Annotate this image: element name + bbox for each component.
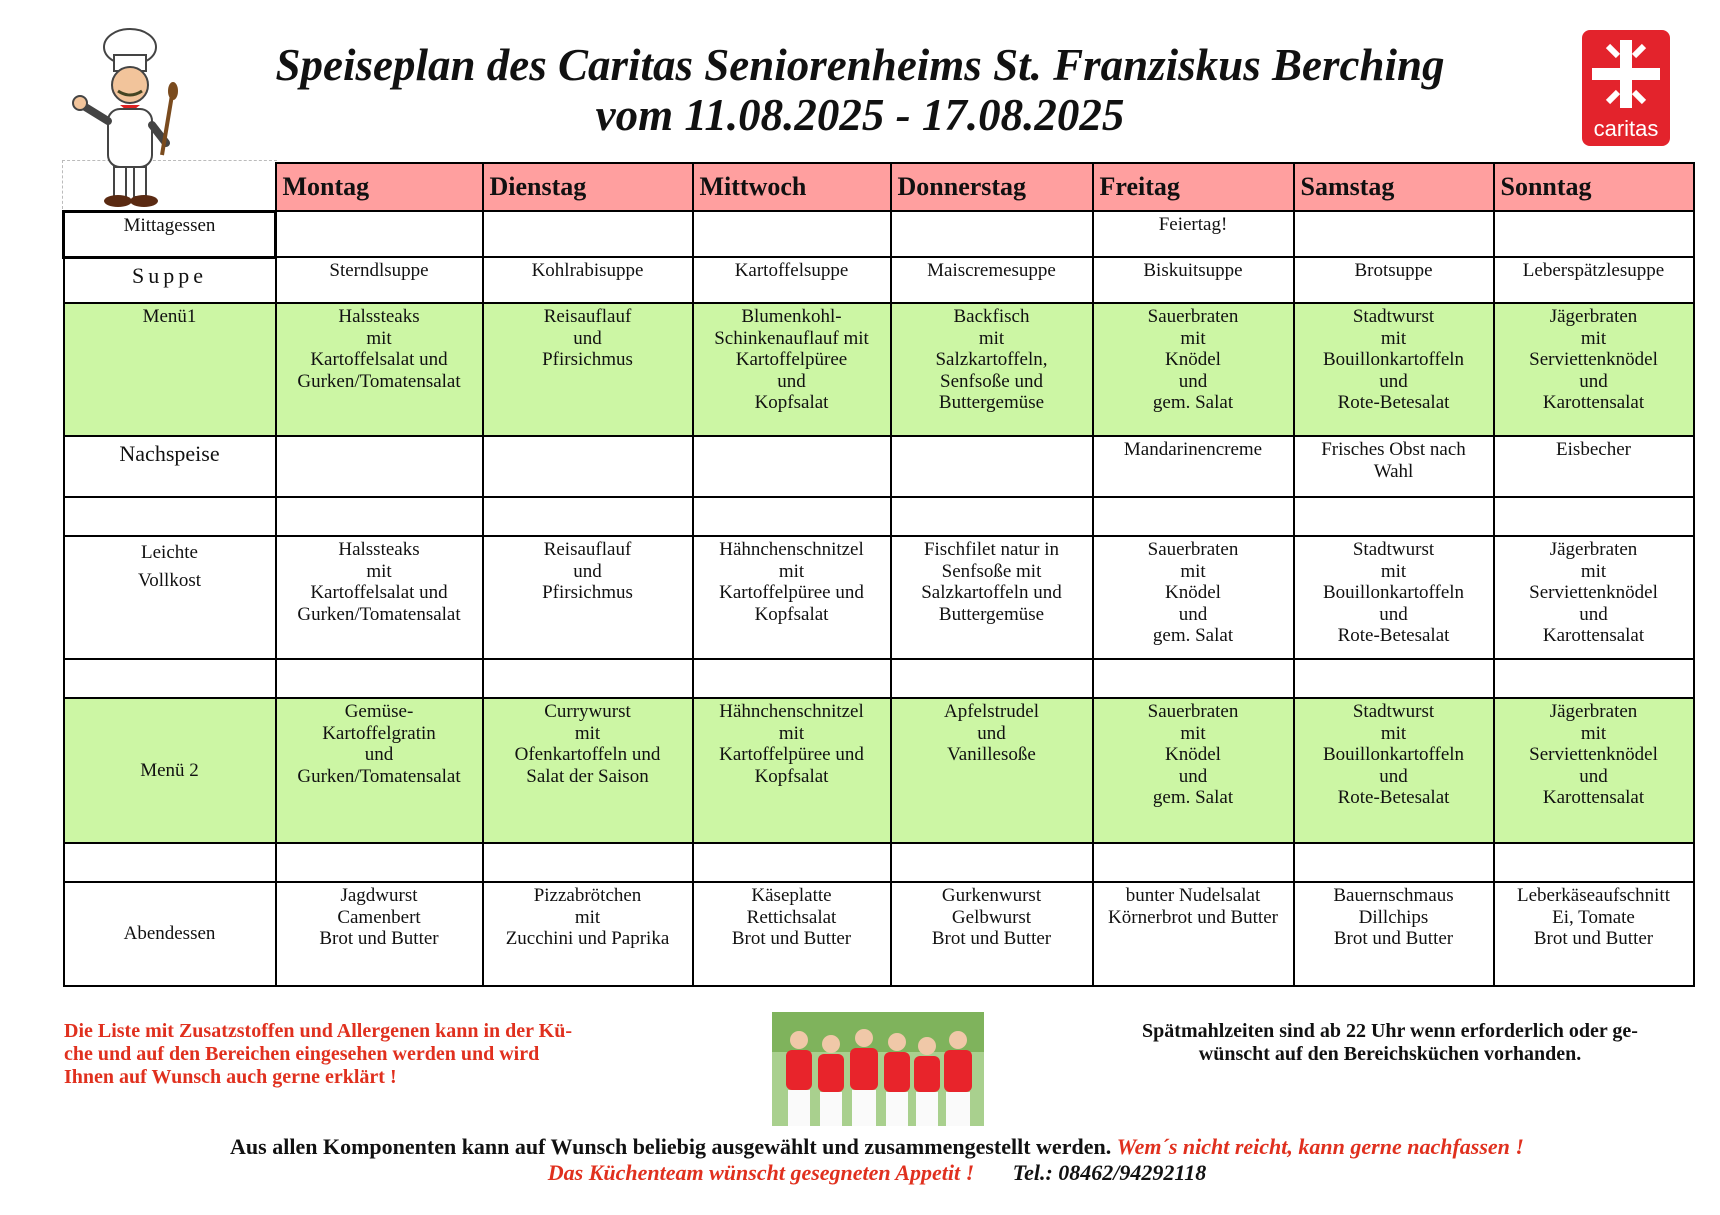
table-cell [891, 536, 1093, 659]
cell-line: Currywurst [544, 701, 631, 722]
table-cell [693, 698, 891, 843]
cell-line: mit [1580, 722, 1607, 744]
table-cell: Biskuitsuppe [1093, 257, 1294, 303]
cell-line: mit [978, 327, 1005, 349]
cell-line: mit [1580, 327, 1607, 349]
row-label: Leichte Vollkost [64, 536, 276, 659]
cell-line: Kartoffelgratin [322, 722, 436, 744]
cell-line: mit [778, 722, 805, 744]
table-cell [1494, 698, 1694, 843]
cell-line: Kartoffelsalat und [310, 582, 448, 603]
cell-line: Brot und Butter [731, 928, 852, 949]
cell-line: Kopfsalat [754, 603, 829, 625]
cell-line: Gurken/Tomatensalat [297, 603, 461, 625]
kitchen-team-photo [772, 1012, 984, 1126]
mittagessen-row [64, 211, 1694, 257]
holiday-note: Feiertag! [1093, 211, 1294, 257]
day-header: Montag [276, 163, 483, 211]
cell-line: und [1579, 765, 1608, 787]
cell-line: Gurken/Tomatensalat [297, 370, 461, 392]
cell-line: Eisbecher [1556, 439, 1631, 460]
cell-line: mit [1380, 327, 1407, 349]
cell-line: Sauerbraten [1147, 701, 1239, 722]
cell-line: Mandarinencreme [1123, 439, 1263, 460]
cell-line: Kartoffelpüree und [719, 582, 864, 603]
cell-line: Serviettenknödel [1529, 349, 1658, 370]
cell-line: Rettichsalat [746, 906, 837, 928]
cell-line: und [1579, 603, 1608, 625]
cell-line: Blumenkohl- [741, 306, 842, 327]
table-cell: Kohlrabisuppe [483, 257, 693, 303]
cell-line: Brot und Butter [1533, 928, 1654, 949]
date-range: vom 11.08.2025 - 17.08.2025 [595, 90, 1125, 140]
cell-line: Senfsoße mit [941, 560, 1042, 582]
caritas-logo [1582, 30, 1670, 146]
day-header: Dienstag [483, 163, 693, 211]
table-cell [693, 436, 891, 497]
table-cell [891, 882, 1093, 986]
cell-line: mit [574, 906, 601, 928]
table-cell [1494, 211, 1694, 257]
table-cell [693, 303, 891, 436]
cell-line: Fischfilet natur in [923, 539, 1060, 560]
cell-line: Hähnchenschnitzel [719, 539, 864, 560]
table-cell [1494, 436, 1694, 497]
cell-line: Vanillesoße [947, 744, 1036, 765]
table-cell [1294, 698, 1494, 843]
cell-line: Gemüse- [344, 701, 414, 722]
cell-line: gem. Salat [1152, 787, 1234, 808]
cell-line: mit [574, 722, 601, 744]
cell-line: Salat der Saison [526, 765, 649, 787]
cell-line: und [1379, 765, 1408, 787]
greeting-line: Das Küchenteam wünscht gesegneten Appetit ! Tel.: 08462/94292118 [547, 1160, 1207, 1185]
table-cell [483, 211, 693, 257]
cell-line: Rote-Betesalat [1337, 392, 1450, 413]
row-label: Menü1 [64, 303, 276, 436]
cell-line: und [573, 327, 602, 349]
day-header: Samstag [1294, 163, 1494, 211]
cell-line: Bauernschmaus [1333, 885, 1454, 906]
meal-plan-table [62, 162, 1695, 987]
cell-line: mit [366, 560, 392, 582]
cell-line: Halssteaks [338, 539, 420, 560]
cell-line: Kopfsalat [754, 392, 829, 413]
cell-line: Körnerbrot und Butter [1108, 906, 1278, 928]
allergen-note: Die Liste mit Zusatzstoffen und Allergenen kann in der Kü- che und auf den Bereichen eingesehen werden und wird Ihnen auf Wunsch auch gerne erklärt ! [64, 1020, 572, 1088]
table-cell: Sterndlsuppe [276, 257, 483, 303]
cell-line: Schinkenauflauf mit [714, 327, 869, 349]
cell-line: und [1379, 603, 1408, 625]
suppe-row [64, 257, 1694, 303]
cell-line: und [1178, 603, 1208, 625]
cell-line: Kopfsalat [754, 765, 829, 787]
cell-line: Apfelstrudel [944, 701, 1039, 722]
cell-line: Brot und Butter [931, 928, 1052, 949]
cell-line: und [1379, 370, 1408, 392]
cell-line: und [1178, 765, 1208, 787]
cell-line: Dillchips [1358, 906, 1429, 928]
cell-line: und [777, 370, 806, 392]
cell-line: Wahl [1373, 460, 1414, 482]
cell-line: Halssteaks [338, 306, 420, 327]
cell-line: Bouillonkartoffeln [1322, 744, 1465, 765]
table-cell [483, 536, 693, 659]
cell-line: Salzkartoffeln, [935, 349, 1048, 370]
table-cell [693, 536, 891, 659]
cell-line: Serviettenknödel [1529, 582, 1658, 603]
table-cell: Brotsuppe [1294, 257, 1494, 303]
cell-line: Reisauflauf [543, 306, 632, 327]
cell-line: Buttergemüse [938, 603, 1045, 625]
table-cell [1093, 882, 1294, 986]
menu1-row [64, 303, 1694, 436]
spacer-row [64, 659, 1694, 698]
row-label: Nachspeise [64, 436, 276, 497]
cell-line: Rote-Betesalat [1337, 625, 1450, 646]
table-cell: Kartoffelsuppe [693, 257, 891, 303]
table-cell [276, 436, 483, 497]
cell-line: Kartoffelsalat und [310, 349, 448, 370]
table-cell [276, 698, 483, 843]
cell-line: Ofenkartoffeln und [514, 744, 661, 765]
cell-line: Ei, Tomate [1552, 906, 1635, 928]
table-cell [1294, 211, 1494, 257]
table-cell [891, 211, 1093, 257]
table-cell [693, 882, 891, 986]
cell-line: und [1579, 370, 1608, 392]
day-header-row [64, 163, 1694, 211]
cell-line: Reisauflauf [543, 539, 632, 560]
table-cell [483, 436, 693, 497]
table-cell [483, 698, 693, 843]
abendessen-row [64, 882, 1694, 986]
cell-line: mit [778, 560, 805, 582]
spacer-row [64, 497, 1694, 536]
cell-line: Brot und Butter [319, 928, 439, 949]
leichte-vollkost-row [64, 536, 1694, 659]
row-label: Abendessen [64, 882, 276, 986]
cell-line: Jägerbraten [1549, 701, 1638, 722]
spacer-row [64, 843, 1694, 882]
caritas-cross-icon [1582, 30, 1670, 118]
table-cell [276, 536, 483, 659]
menu2-row [64, 698, 1694, 843]
table-cell [483, 882, 693, 986]
cell-line: mit [1180, 560, 1206, 582]
cell-line: Hähnchenschnitzel [719, 701, 864, 722]
table-cell [1294, 882, 1494, 986]
cell-line: Pfirsichmus [542, 582, 633, 603]
cell-line: Gurkenwurst [941, 885, 1042, 906]
cell-line: Stadtwurst [1352, 539, 1435, 560]
cell-line: mit [1180, 327, 1206, 349]
row-label: Suppe [64, 257, 276, 303]
cell-line: mit [1380, 722, 1407, 744]
cell-line: mit [366, 327, 392, 349]
table-cell: Maiscremesuppe [891, 257, 1093, 303]
cell-line: Jagdwurst [340, 885, 418, 906]
day-header: Donnerstag [891, 163, 1093, 211]
cell-line: Sauerbraten [1147, 306, 1239, 327]
cell-line: Stadtwurst [1352, 701, 1435, 722]
cell-line: Serviettenknödel [1529, 744, 1658, 765]
table-cell [891, 436, 1093, 497]
table-cell [1093, 698, 1294, 843]
table-cell [1494, 536, 1694, 659]
table-cell [276, 211, 483, 257]
cell-line: bunter Nudelsalat [1125, 885, 1261, 906]
table-cell [276, 882, 483, 986]
cell-line: Karottensalat [1542, 787, 1645, 808]
cell-line: Gurken/Tomatensalat [297, 765, 461, 787]
cell-line: Pizzabrötchen [533, 885, 642, 906]
row-label: Menü 2 [64, 698, 276, 843]
table-cell [1093, 436, 1294, 497]
cell-line: Zucchini und Paprika [505, 928, 670, 949]
table-cell [1294, 303, 1494, 436]
cell-line: und [1178, 370, 1208, 392]
table-cell: Leberspätzlesuppe [1494, 257, 1694, 303]
cell-line: Karottensalat [1542, 392, 1645, 413]
cell-line: Buttergemüse [938, 392, 1045, 413]
table-cell [276, 303, 483, 436]
corner-cell [64, 163, 276, 211]
cell-line: Käseplatte [751, 885, 832, 906]
cell-line: mit [1380, 560, 1407, 582]
selection-note: Aus allen Komponenten kann auf Wunsch beliebig ausgewählt und zusammengestellt werden. Wem´s nicht reicht, kann gerne nachfassen ! [230, 1134, 1524, 1159]
table-cell [1294, 536, 1494, 659]
cell-line: Karottensalat [1542, 625, 1645, 646]
cell-line: Frisches Obst nach [1321, 439, 1466, 460]
cell-line: mit [1180, 722, 1206, 744]
cell-line: Sauerbraten [1147, 539, 1239, 560]
cell-line: und [977, 722, 1006, 744]
cell-line: Gelbwurst [951, 906, 1032, 928]
cell-line: und [573, 560, 602, 582]
table-cell [1494, 882, 1694, 986]
table-cell [1494, 303, 1694, 436]
cell-line: Kartoffelpüree [735, 349, 848, 370]
table-cell [891, 698, 1093, 843]
cell-line: Knödel [1165, 349, 1221, 370]
cell-line: Bouillonkartoffeln [1322, 582, 1465, 603]
nachspeise-row [64, 436, 1694, 497]
cell-line: Leberkäseaufschnitt [1517, 885, 1670, 906]
table-cell [483, 303, 693, 436]
cell-line: gem. Salat [1152, 625, 1234, 646]
cell-line: Knödel [1165, 582, 1221, 603]
late-meal-note: Spätmahlzeiten sind ab 22 Uhr wenn erforderlich oder ge- wünscht auf den Bereichsküchen vorhanden. [1142, 1020, 1638, 1065]
cell-line: gem. Salat [1152, 392, 1234, 413]
table-cell [1093, 536, 1294, 659]
cell-line: Kartoffelpüree und [719, 744, 864, 765]
cell-line: Salzkartoffeln und [921, 582, 1062, 603]
cell-line: Senfsoße und [940, 370, 1043, 392]
cell-line: Stadtwurst [1352, 306, 1435, 327]
cell-line: Brot und Butter [1333, 928, 1454, 949]
day-header: Freitag [1093, 163, 1294, 211]
cell-line: Bouillonkartoffeln [1322, 349, 1465, 370]
day-header: Sonntag [1494, 163, 1694, 211]
cell-line: Pfirsichmus [542, 349, 633, 370]
cell-line: Jägerbraten [1549, 306, 1638, 327]
table-cell [1093, 303, 1294, 436]
table-cell [1294, 436, 1494, 497]
phone-number: Tel.: 08462/94292118 [1012, 1160, 1207, 1185]
caritas-logo-text: caritas [1593, 116, 1659, 141]
cell-line: Jägerbraten [1549, 539, 1638, 560]
page-title: Speiseplan des Caritas Seniorenheims St. Franziskus Berching [275, 40, 1445, 90]
cell-line: Knödel [1165, 744, 1221, 765]
table-cell [891, 303, 1093, 436]
day-header: Mittwoch [693, 163, 891, 211]
cell-line: mit [1580, 560, 1607, 582]
cell-line: Backfisch [953, 306, 1030, 327]
table-cell [693, 211, 891, 257]
cell-line: Camenbert [337, 906, 421, 928]
cell-line: Rote-Betesalat [1337, 787, 1450, 808]
cell-line: und [364, 744, 394, 765]
row-label: Mittagessen [64, 211, 276, 257]
